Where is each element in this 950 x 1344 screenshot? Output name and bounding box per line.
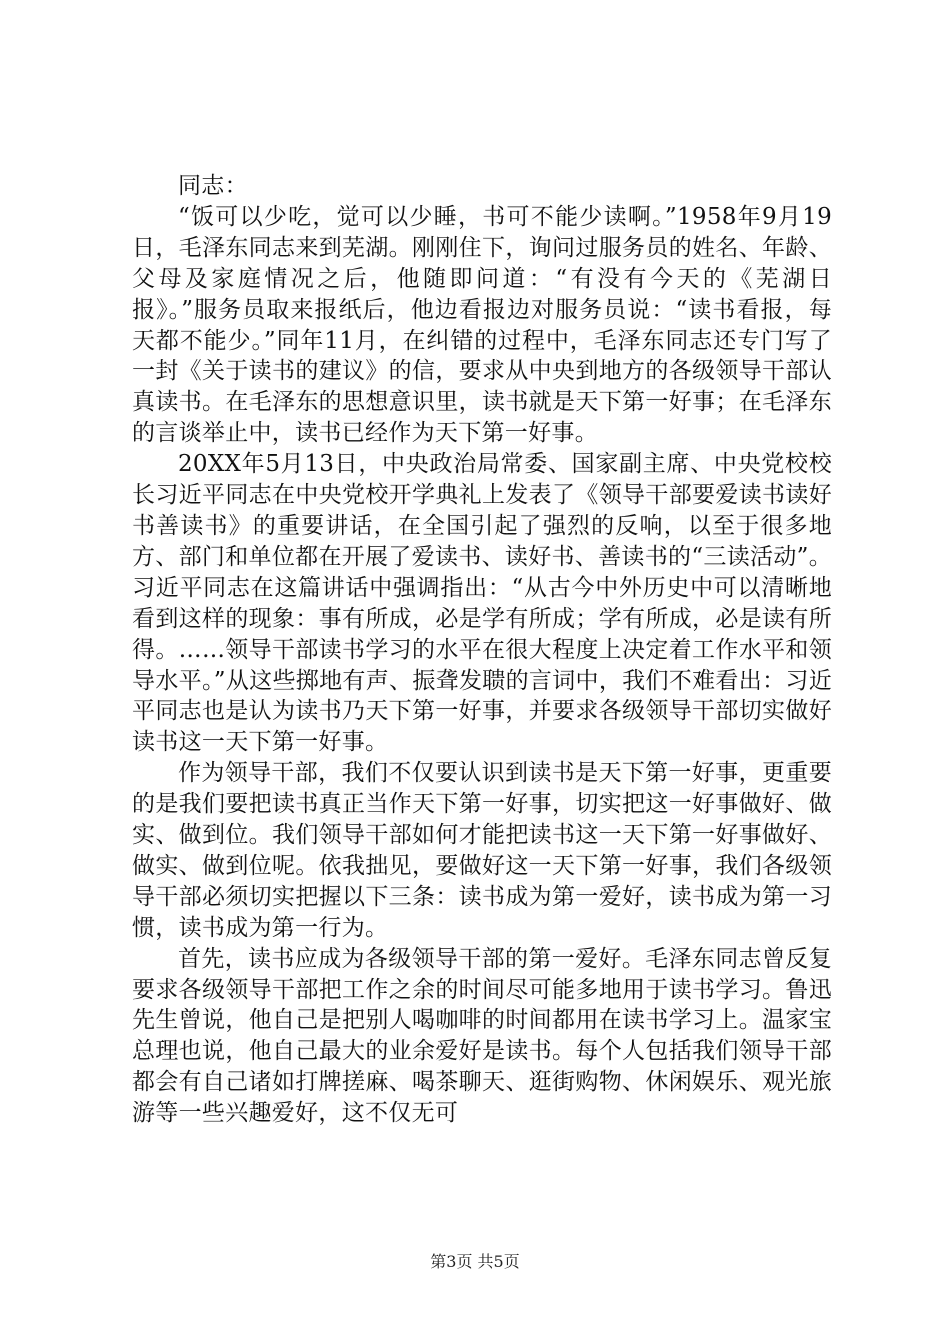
paragraph-xi-speech: 20XX年5月13日，中央政治局常委、国家副主席、中央党校校长习近平同志在中央党校开学典礼上发表了《领导干部要爱读书读好书善读书》的重要讲话，在全国引起了强烈的反响，以至于很多地方、部门和单位都在开展了爱读书、读好书、善读书的“三读活动”。习近平同志在这篇讲话中强调指出：“从古今中外历史中可以清晰地看到这样的现象：事有所成，必是学有所成；学有所成，必是读有所得。……领导干部读书学习的水平在很大程度上决定着工作水平和领导水平。”从这些掷地有声、振聋发聩的言词中，我们不难看出：习近平同志也是认为读书乃天下第一好事，并要求各级领导干部切实做好读书这一天下第一好事。 <box>132 451 832 756</box>
document-body <box>132 171 832 1129</box>
page-footer: 第3页 共5页 <box>430 1252 520 1271</box>
paragraph-leader-cadres: 作为领导干部，我们不仅要认识到读书是天下第一好事，更重要的是我们要把读书真正当作天下第一好事，切实把这一好事做好、做实、做到位。我们领导干部如何才能把读书这一天下第一好事做好、做实、做到位呢。依我拙见，要做好这一天下第一好事，我们各级领导干部必须切实把握以下三条：读书成为第一爱好，读书成为第一习惯，读书成为第一行为。 <box>132 760 832 941</box>
salutation: 同志： <box>178 173 248 199</box>
paragraph-mao-reading: “饭可以少吃，觉可以少睡，书可不能少读啊。”1958年9月19日，毛泽东同志来到芜湖。刚刚住下，询问过服务员的姓名、年龄、父母及家庭情况之后，他随即问道：“有没有今天的《芜湖日报》。”服务员取来报纸后，他边看报边对服务员说：“读书看报，每天都不能少。”同年11月，在纠错的过程中，毛泽东同志还专门写了一封《关于读书的建议》的信，要求从中央到地方的各级领导干部认真读书。在毛泽东的思想意识里，读书就是天下第一好事；在毛泽东的言谈举止中，读书已经作为天下第一好事。 <box>132 203 832 447</box>
paragraph-first-hobby: 首先，读书应成为各级领导干部的第一爱好。毛泽东同志曾反复要求各级领导干部把工作之余的时间尽可能多地用于读书学习。鲁迅先生曾说，他自己是把别人喝咖啡的时间都用在读书学习上。温家宝总理也说，他自己最大的业余爱好是读书。每个人包括我们领导干部都会有自己诸如打牌搓麻、喝茶聊天、逛街购物、休闲娱乐、观光旅游等一些兴趣爱好，这不仅无可 <box>132 945 832 1127</box>
